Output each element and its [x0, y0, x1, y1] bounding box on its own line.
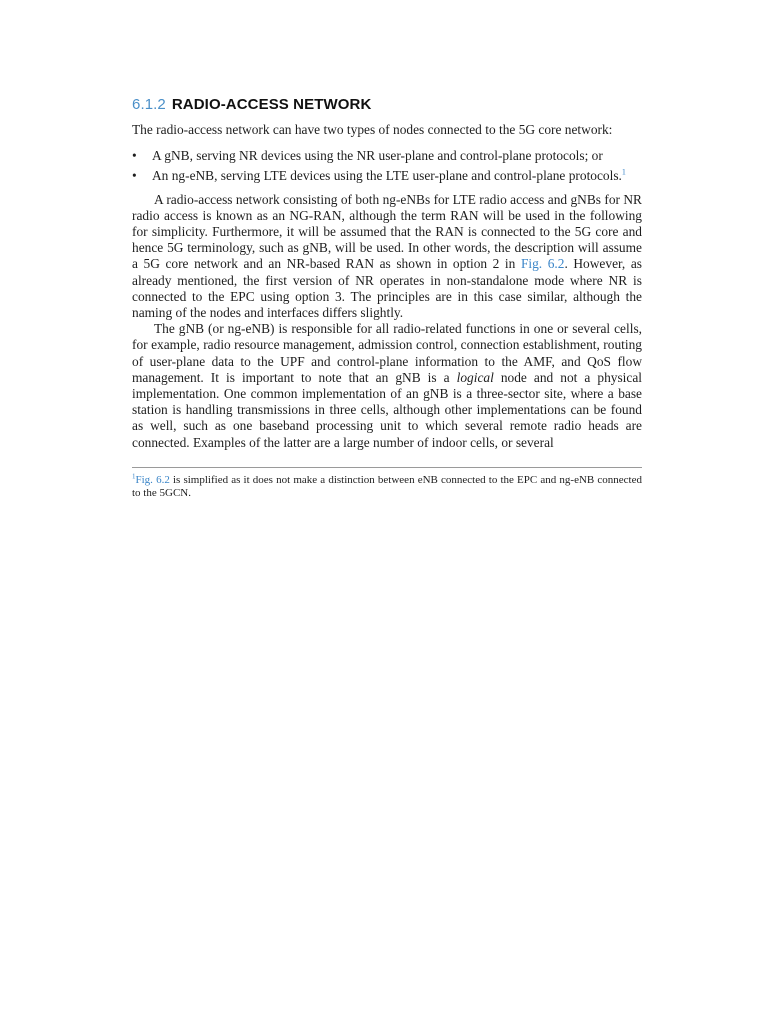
paragraph-text: A radio-access network consisting of both ng-eNBs for LTE radio access and gNBs for NR radio access is known as an NG-RAN, although the term RAN will be used in the following for simplicity. Furthermore, it will be assumed that the RAN is connected to the 5G core and hence 5G terminology, such as gNB, will be used. In other words, the description will assume a 5G core network and an NR-based RAN as shown in option 2 in: [132, 191, 642, 272]
body-paragraph-1: [132, 192, 642, 322]
intro-paragraph: The radio-access network can have two types of nodes connected to the 5G core network:: [132, 122, 613, 137]
figure-link[interactable]: Fig. 6.2: [520, 256, 565, 272]
bullet-icon: •: [132, 168, 137, 184]
footnote-marker[interactable]: 1: [621, 167, 626, 177]
footnote: [132, 474, 642, 501]
paragraph-text: node and not a physical implementation. One common implementation of an gNB is a three-sector site, where a base station is handling transmissions in three cells, although other implementations can be found as well, such as one baseband processing unit to which several remote radio heads are connected. Examples of the latter are a large number of indoor cells, or several: [132, 369, 642, 450]
document-page: [132, 96, 642, 501]
list-item: [132, 168, 642, 184]
section-heading: [132, 96, 642, 113]
emphasis-text: logical: [456, 369, 494, 385]
paragraph-text: . However, as already mentioned, the first version of NR operates in non-standalone mode where NR is connected to the EPC using option 3. The principles are in this case similar, although the naming of the nodes and interfaces differs slightly.: [132, 256, 643, 321]
list-item-text: An ng-eNB, serving LTE devices using the LTE user-plane and control-plane protocols.: [152, 168, 622, 184]
list-item-text: A gNB, serving NR devices using the NR user-plane and control-plane protocols; or: [152, 148, 603, 164]
bullet-icon: •: [132, 148, 137, 164]
footnote-number: 1: [132, 472, 136, 481]
paragraph-text: The gNB (or ng-eNB) is responsible for all radio-related functions in one or several cells, for example, radio resource management, admission control, connection establishment, routing of user-plane data to the UPF and control-plane information to the AMF, and QoS flow management. It is important to note that an gNB is a: [132, 321, 642, 385]
footnote-divider: [132, 467, 642, 468]
figure-link[interactable]: Fig. 6.2: [135, 473, 170, 486]
node-type-list: [132, 148, 642, 184]
footnote-text: is simplified as it does not make a distinction between eNB connected to the EPC and ng-eNB connected to the 5GCN.: [132, 473, 642, 500]
list-item: [132, 148, 642, 164]
body-paragraph-2: [132, 321, 642, 451]
section-number: 6.1.2: [132, 96, 166, 113]
section-title: RADIO-ACCESS NETWORK: [171, 96, 372, 113]
